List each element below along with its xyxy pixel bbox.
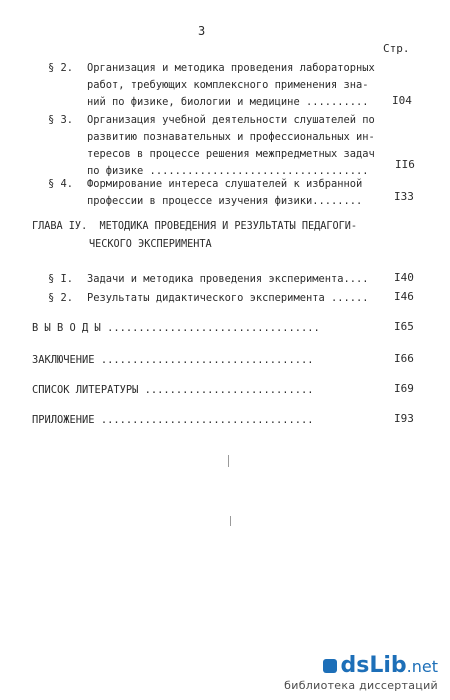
entry-line: работ, требующих комплексного применения зна- [87,79,369,91]
entry-line: ЗАКЛЮЧЕНИЕ .................................. [32,354,314,366]
entry-line: Результаты дидактического эксперимента ...... [87,292,369,304]
page-column-label: Стр. [383,42,410,55]
scan-mark [230,516,231,526]
section-number: § 3. [48,114,74,126]
entry-line: по физике ................................... [87,165,369,177]
page-ref: I04 [392,94,412,107]
section-number: § 2. [48,62,74,74]
page-ref: I93 [394,412,414,425]
entry-line: Организация учебной деятельности слушателей по [87,114,375,126]
dslib-logo [284,655,438,678]
entry-line: ний по физике, биологии и медицине .......... [87,96,369,108]
entry-line: СПИСОК ЛИТЕРАТУРЫ ........................... [32,384,314,396]
logo-lib: Lib [369,653,407,678]
entry-line: В Ы В О Д Ы .................................. [32,322,320,334]
entry-line: Задачи и методика проведения эксперимента.... [87,273,369,285]
entry-line: тересов в процессе решения межпредметных задач [87,148,375,160]
chapter-line: ЧЕСКОГО ЭКСПЕРИМЕНТА [89,239,212,250]
page-ref: I40 [394,271,414,284]
entry-line: ПРИЛОЖЕНИЕ .................................. [32,414,314,426]
entry-line: Формирование интереса слушателей к избранной [87,178,363,190]
logo-subtitle: библиотека диссертаций [284,679,438,692]
section-number: § 4. [48,178,74,190]
page-number: 3 [198,24,206,38]
page-ref: II6 [395,158,415,171]
dslib-watermark [284,655,438,692]
page-ref: I66 [394,352,414,365]
entry-line: развитию познавательных и профессиональных ин- [87,131,375,143]
logo-ds: ds [340,653,370,678]
page-ref: I33 [394,190,414,203]
entry-line: Организация и методика проведения лабораторных [87,62,375,74]
book-icon [323,659,337,673]
entry-line: профессии в процессе изучения физики........ [87,195,363,207]
page-ref: I65 [394,320,414,333]
chapter-line: ГЛАВА IУ. МЕТОДИКА ПРОВЕДЕНИЯ И РЕЗУЛЬТАТЫ ПЕДАГОГИ- [32,221,358,232]
scan-mark [228,455,229,467]
section-number: § I. [48,273,74,285]
page-ref: I46 [394,290,414,303]
logo-net: .net [406,657,438,676]
page-ref: I69 [394,382,414,395]
section-number: § 2. [48,292,74,304]
